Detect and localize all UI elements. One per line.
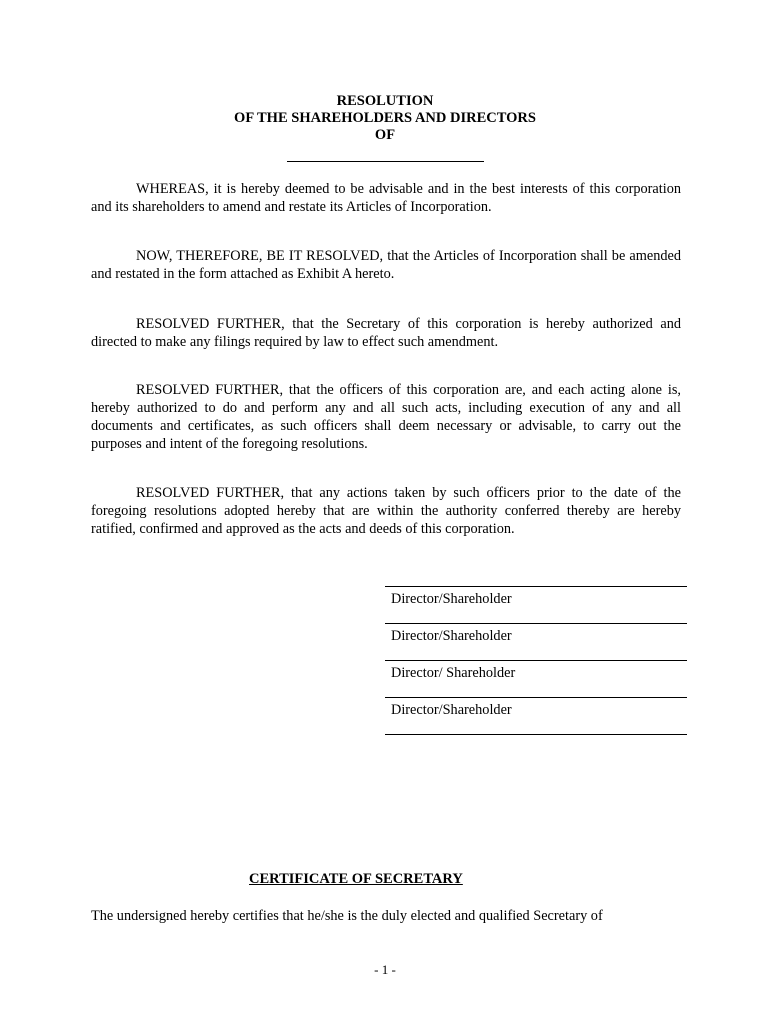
signature-line-2[interactable] <box>385 623 687 660</box>
signature-bottom-line <box>385 734 687 735</box>
signature-label: Director/Shareholder <box>391 591 512 607</box>
signature-label: Director/Shareholder <box>391 702 512 718</box>
resolved-further-secretary-paragraph: RESOLVED FURTHER, that the Secretary of this corporation is hereby authorized and directed to make any filings required by law to effect such amendment. <box>91 316 681 350</box>
resolved-paragraph: NOW, THEREFORE, BE IT RESOLVED, that the Articles of Incorporation shall be amended and restated in the form attached as Exhibit A hereto. <box>91 248 681 282</box>
resolved-further-officers-paragraph: RESOLVED FURTHER, that the officers of this corporation are, and each acting alone is, hereby authorized to do and perform any and all such acts, including execution of any and all documents and certificates, as such officers shall deem necessary or advisable, to carry out the purposes and intent of the foregoing resolutions. <box>91 382 681 452</box>
signature-line-4[interactable] <box>385 697 687 734</box>
signature-label: Director/Shareholder <box>391 628 512 644</box>
resolution-title <box>0 93 770 144</box>
whereas-paragraph: WHEREAS, it is hereby deemed to be advisable and in the best interests of this corporation and its shareholders to amend and restate its Articles of Incorporation. <box>91 181 681 215</box>
title-line-resolution: RESOLUTION <box>336 93 434 109</box>
certificate-text: The undersigned hereby certifies that he/she is the duly elected and qualified Secretary of <box>91 908 603 924</box>
certificate-heading: CERTIFICATE OF SECRETARY <box>249 871 463 887</box>
title-line-of: OF <box>374 127 396 143</box>
company-name-blank[interactable] <box>287 161 484 162</box>
signature-line-3[interactable] <box>385 660 687 697</box>
signature-block <box>385 586 687 735</box>
signature-label: Director/ Shareholder <box>391 665 516 681</box>
page-number: - 1 - <box>374 962 396 977</box>
signature-line-1[interactable] <box>385 586 687 623</box>
title-line-shareholders-directors: OF THE SHAREHOLDERS AND DIRECTORS <box>234 110 536 126</box>
resolved-further-ratification-paragraph: RESOLVED FURTHER, that any actions taken by such officers prior to the date of the foregoing resolutions adopted hereby that are within the authority conferred thereby are hereby ratified, confirmed and approved as the acts and deeds of this corporation. <box>91 485 681 537</box>
